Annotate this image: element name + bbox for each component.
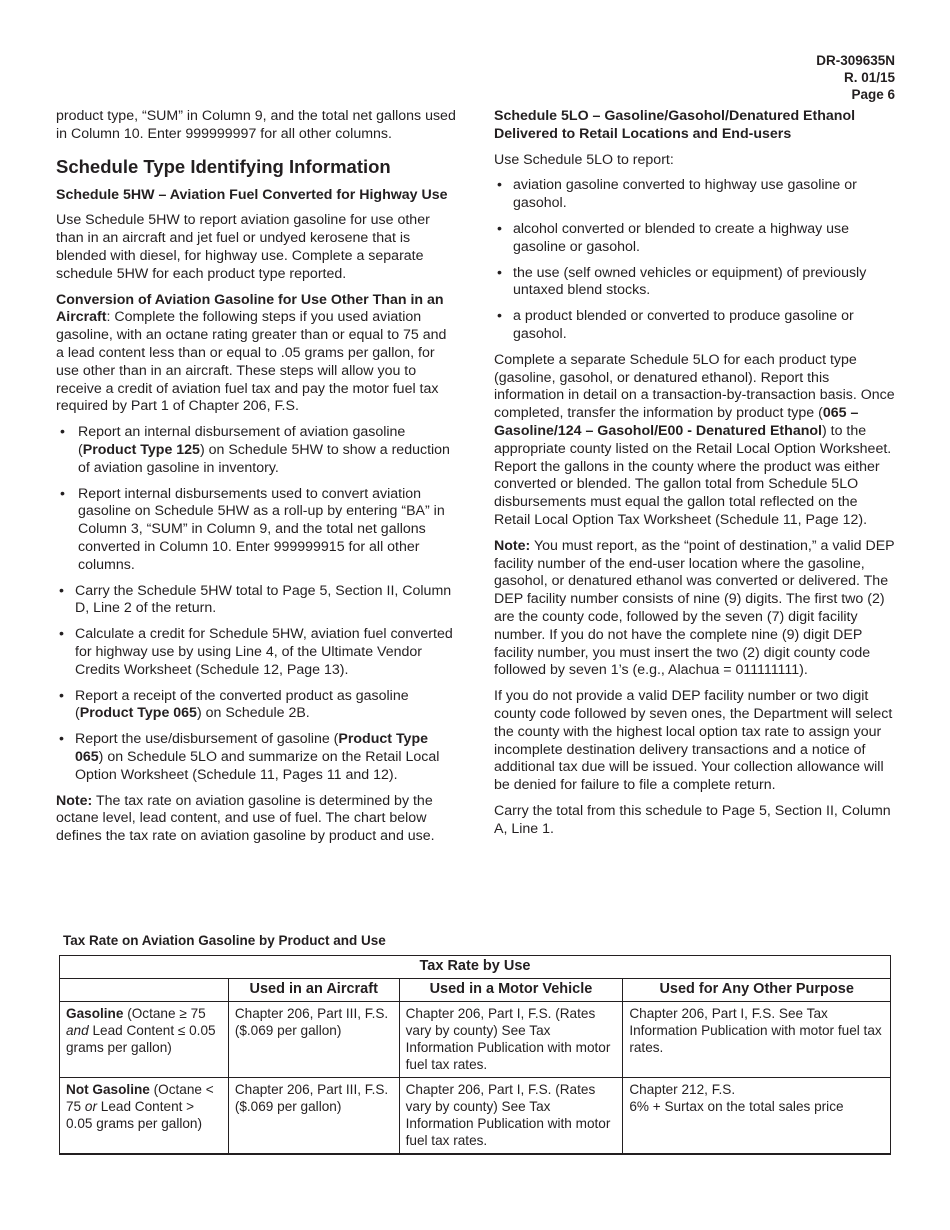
list-item: • a product blended or converted to produce gasoline or gasohol. [494, 308, 896, 344]
note-label: Note: [494, 537, 531, 554]
table-header-empty [60, 979, 229, 1002]
dep-facility-note [494, 538, 896, 680]
page-number: Page 6 [851, 87, 895, 102]
tax-rate-table [59, 955, 891, 1155]
revision-date: R. 01/15 [843, 70, 895, 85]
cell-other-purpose: Chapter 206, Part I, F.S. See Tax Information Publication with motor fuel tax rates. [623, 1002, 891, 1078]
left-column [56, 108, 458, 854]
product-codes: 065 – Gasoline/124 – Gasohol/E00 - Denatured Ethanol [494, 405, 859, 439]
note-label: Note: [56, 792, 93, 809]
list-item: • Report internal disbursements used to convert aviation gasoline on Schedule 5HW as a roll-up by entering “BA” in Column 3, “SUM” in Column 9, and the total net gallons converted in Column 10. Enter 999999915 for all other columns. [56, 486, 458, 575]
right-column [494, 108, 896, 846]
note-text: The tax rate on aviation gasoline is determined by the octane level, lead content, and use of fuel. The chart below defines the tax rate on aviation gasoline by product and use. [56, 792, 435, 845]
conversion-text: : Complete the following steps if you used aviation gasoline, with an octane rating greater than or equal to 75 and a lead content less than or equal to .05 grams per gallon, for use other than in an aircraft. These steps will allow you to receive a credit of aviation fuel tax and pay the motor fuel tax required by Part 1 of Chapter 206, F.S. [56, 309, 447, 415]
conversion-paragraph [56, 292, 458, 417]
conversion-heading: Conversion of Aviation Gasoline for Use Other Than in an Aircraft [56, 291, 444, 326]
table-row [60, 1078, 891, 1155]
page-header [816, 52, 895, 103]
tax-rate-note [56, 793, 458, 846]
list-item: • aviation gasoline converted to highway use gasoline or gasohol. [494, 177, 896, 213]
cell-aircraft: Chapter 206, Part III, F.S. ($.069 per gallon) [228, 1078, 399, 1155]
list-item: • alcohol converted or blended to create a highway use gasoline or gasohol. [494, 221, 896, 257]
schedule-5lo-uses-list [494, 177, 896, 343]
schedule-5lo-intro: Use Schedule 5LO to report: [494, 151, 674, 168]
intro-paragraph: product type, “SUM” in Column 9, and the total net gallons used in Column 10. Enter 999999997 for all other columns. [56, 108, 456, 142]
schedule-5hw-title: Schedule 5HW – Aviation Fuel Converted for Highway Use [56, 186, 448, 203]
section-title: Schedule Type Identifying Information [56, 155, 391, 177]
invalid-dep-paragraph: If you do not provide a valid DEP facility number or two digit county code followed by seven ones, the Department will select the county with the highest local option tax rate to assign your incomplete destination delivery transactions and a notice of additional tax due will be issued. Your collection allowance will be denied for failure to file a complete return. [494, 688, 893, 794]
row-label-not-gasoline: Not Gasoline (Octane < 75 or Lead Content > 0.05 grams per gallon) [60, 1078, 229, 1155]
schedule-5hw-description: Use Schedule 5HW to report aviation gasoline for use other than in an aircraft and jet fuel or undyed kerosene that is blended with diesel, for highway use. Complete a separate schedule 5HW for each product type reported. [56, 212, 430, 282]
note-text: You must report, as the “point of destination,” a valid DEP facility number of the end-user location where the gasoline, gasohol, or denatured ethanol was converted or delivered. The DEP facility number consists of nine (9) digits. The first two (2) are the county code, followed by the seven (7) digit facility number. If you do not have the complete nine (9) digit DEP facility number, you must insert the two (2) digit county code followed by seven 1’s (e.g., Alachua = 011111111). [494, 537, 895, 679]
list-item: • Carry the Schedule 5HW total to Page 5, Section II, Column D, Line 2 of the return. [56, 583, 458, 619]
table-row [60, 1002, 891, 1078]
table-header-other-purpose: Used for Any Other Purpose [623, 979, 891, 1002]
conversion-steps-list [56, 424, 458, 574]
cell-motor-vehicle: Chapter 206, Part I, F.S. (Rates vary by county) See Tax Information Publication with motor fuel tax rates. [399, 1078, 623, 1155]
table-header-motor-vehicle: Used in a Motor Vehicle [399, 979, 623, 1002]
row-label-gasoline: Gasoline (Octane ≥ 75 and Lead Content ≤ 0.05 grams per gallon) [60, 1002, 229, 1078]
schedule-5lo-instructions: Complete a separate Schedule 5LO for each product type (gasoline, gasohol, or denatured ethanol). Report this information in detail on a transaction-by-transaction basis. Once completed, transfer the information by product type (065 – Gasoline/124 – Gasohol/E00 - Denatured Ethanol) to the appropriate county listed on the Retail Local Option Worksheet. Report the gallons in the county where the product was either converted or blended. The gallon total from Schedule 5LO disbursements must equal the gallon total reflected on the Retail Local Option Tax Worksheet (Schedule 11, Page 12). [494, 351, 895, 528]
cell-aircraft: Chapter 206, Part III, F.S. ($.069 per gallon) [228, 1002, 399, 1078]
schedule-5hw-steps-list [56, 583, 458, 785]
cell-other-purpose: Chapter 212, F.S. 6% + Surtax on the total sales price [623, 1078, 891, 1155]
carry-total-paragraph: Carry the total from this schedule to Page 5, Section II, Column A, Line 1. [494, 802, 891, 837]
list-item: • Report an internal disbursement of aviation gasoline (Product Type 125) on Schedule 5HW to show a reduction of aviation gasoline in inventory. [56, 424, 458, 477]
form-number: DR-309635N [816, 53, 895, 68]
schedule-5lo-title: Schedule 5LO – Gasoline/Gasohol/Denatured Ethanol Delivered to Retail Locations and End-users [494, 108, 856, 142]
table-group-header: Tax Rate by Use [60, 956, 891, 979]
list-item: • Report a receipt of the converted product as gasoline (Product Type 065) on Schedule 2B. [56, 688, 458, 724]
list-item: • Report the use/disbursement of gasoline (Product Type 065) on Schedule 5LO and summarize on the Retail Local Option Worksheet (Schedule 11, Pages 11 and 12). [56, 731, 458, 784]
cell-motor-vehicle: Chapter 206, Part I, F.S. (Rates vary by county) See Tax Information Publication with motor fuel tax rates. [399, 1002, 623, 1078]
list-item: • the use (self owned vehicles or equipment) of previously untaxed blend stocks. [494, 265, 896, 301]
list-item: • Calculate a credit for Schedule 5HW, aviation fuel converted for highway use by using Line 4, of the Ultimate Vendor Credits Worksheet (Schedule 12, Page 13). [56, 626, 458, 679]
table-header-aircraft: Used in an Aircraft [228, 979, 399, 1002]
table-title: Tax Rate on Aviation Gasoline by Product and Use [63, 933, 386, 948]
